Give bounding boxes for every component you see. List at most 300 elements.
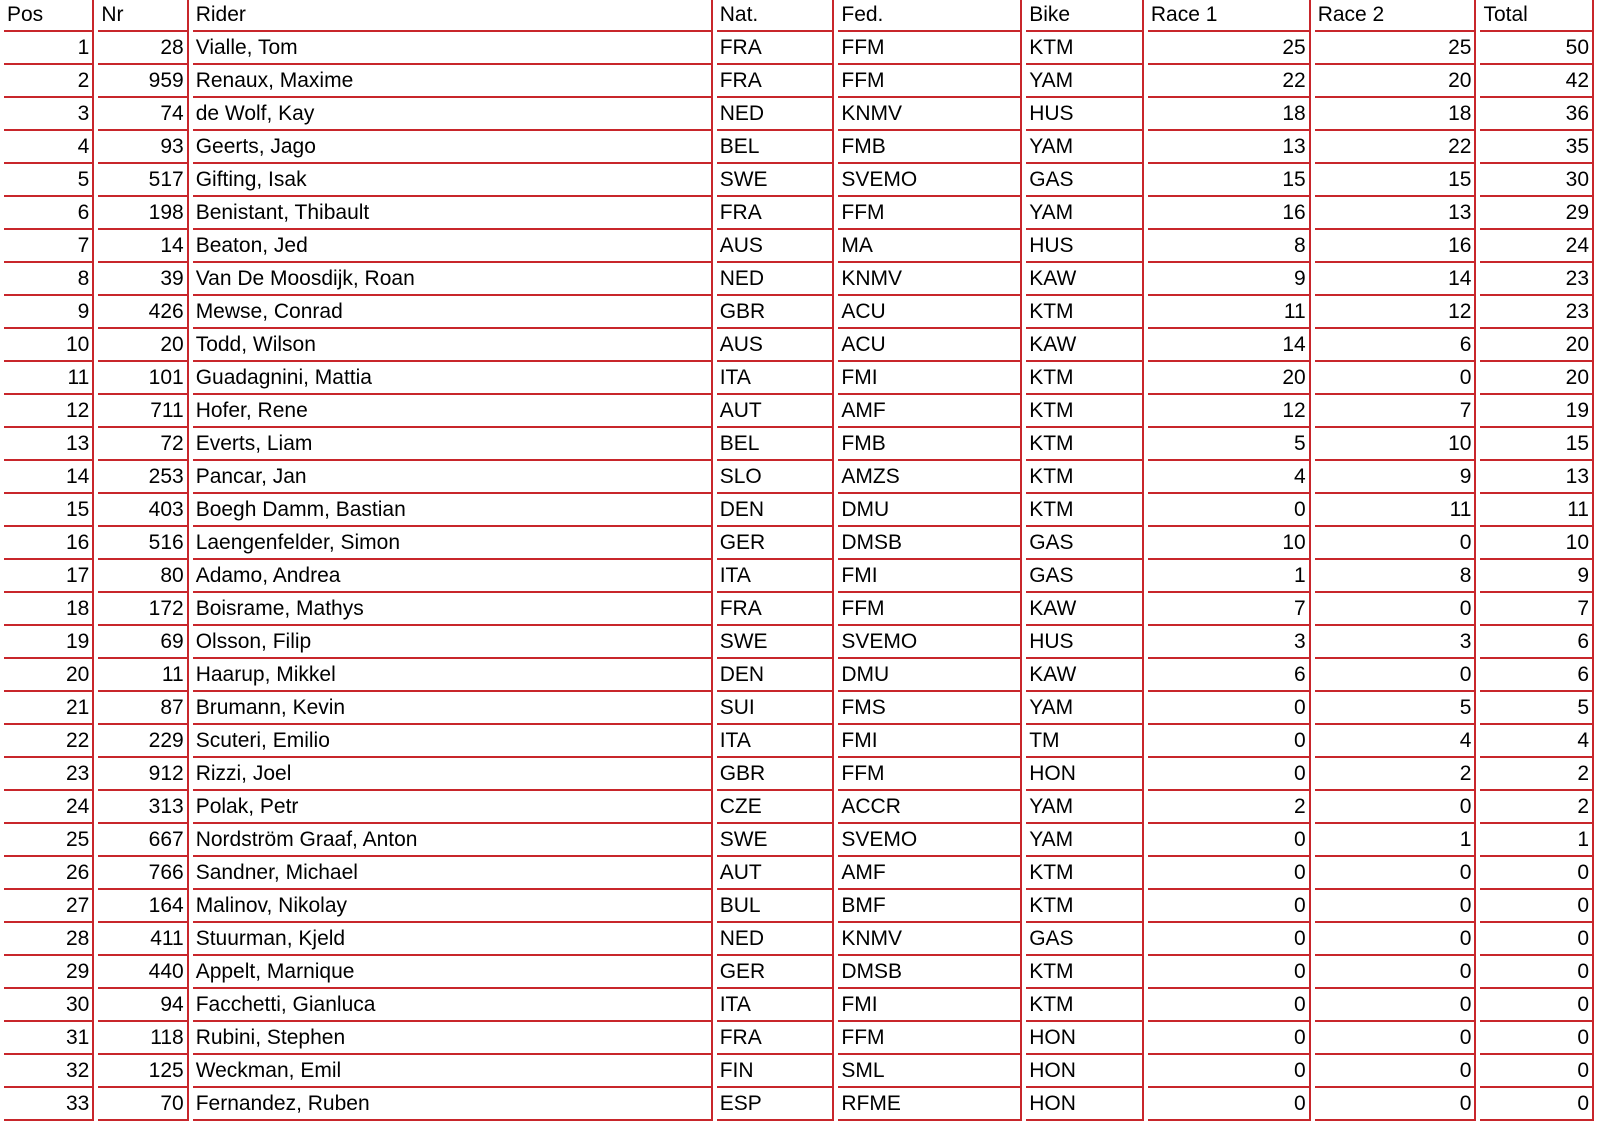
cell-nr: 711 bbox=[98, 395, 188, 428]
cell-fed: SML bbox=[838, 1055, 1022, 1088]
cell-race2: 2 bbox=[1315, 758, 1477, 791]
header-race1: Race 1 bbox=[1148, 0, 1311, 32]
cell-pos: 2 bbox=[4, 65, 94, 98]
cell-rider: Malinov, Nikolay bbox=[193, 890, 713, 923]
cell-fed: ACU bbox=[838, 329, 1022, 362]
cell-race1: 0 bbox=[1148, 956, 1311, 989]
cell-race1: 0 bbox=[1148, 824, 1311, 857]
cell-race2: 0 bbox=[1315, 923, 1477, 956]
cell-total: 10 bbox=[1480, 527, 1594, 560]
cell-pos: 17 bbox=[4, 560, 94, 593]
cell-race1: 0 bbox=[1148, 692, 1311, 725]
cell-race2: 0 bbox=[1315, 659, 1477, 692]
cell-bike: YAM bbox=[1026, 131, 1144, 164]
cell-race1: 15 bbox=[1148, 164, 1311, 197]
cell-nat: SWE bbox=[717, 164, 835, 197]
cell-rider: Mewse, Conrad bbox=[193, 296, 713, 329]
cell-nr: 517 bbox=[98, 164, 188, 197]
table-row bbox=[4, 461, 1594, 494]
cell-race1: 8 bbox=[1148, 230, 1311, 263]
cell-bike: KTM bbox=[1026, 461, 1144, 494]
cell-rider: Pancar, Jan bbox=[193, 461, 713, 494]
cell-rider: Weckman, Emil bbox=[193, 1055, 713, 1088]
cell-nr: 80 bbox=[98, 560, 188, 593]
cell-nat: NED bbox=[717, 98, 835, 131]
cell-pos: 16 bbox=[4, 527, 94, 560]
table-row bbox=[4, 98, 1594, 131]
cell-race1: 9 bbox=[1148, 263, 1311, 296]
cell-race2: 14 bbox=[1315, 263, 1477, 296]
cell-pos: 11 bbox=[4, 362, 94, 395]
cell-race2: 0 bbox=[1315, 593, 1477, 626]
cell-fed: FFM bbox=[838, 32, 1022, 65]
cell-race1: 5 bbox=[1148, 428, 1311, 461]
cell-bike: KTM bbox=[1026, 857, 1144, 890]
cell-fed: FFM bbox=[838, 1022, 1022, 1055]
cell-bike: YAM bbox=[1026, 791, 1144, 824]
header-bike: Bike bbox=[1026, 0, 1144, 32]
cell-fed: KNMV bbox=[838, 98, 1022, 131]
cell-bike: KAW bbox=[1026, 659, 1144, 692]
cell-race2: 22 bbox=[1315, 131, 1477, 164]
cell-total: 42 bbox=[1480, 65, 1594, 98]
cell-nat: AUT bbox=[717, 857, 835, 890]
cell-race1: 0 bbox=[1148, 725, 1311, 758]
cell-fed: SVEMO bbox=[838, 164, 1022, 197]
cell-total: 19 bbox=[1480, 395, 1594, 428]
cell-rider: Sandner, Michael bbox=[193, 857, 713, 890]
cell-nr: 74 bbox=[98, 98, 188, 131]
table-row bbox=[4, 857, 1594, 890]
cell-total: 0 bbox=[1480, 923, 1594, 956]
cell-pos: 28 bbox=[4, 923, 94, 956]
cell-rider: Beaton, Jed bbox=[193, 230, 713, 263]
cell-pos: 27 bbox=[4, 890, 94, 923]
table-row bbox=[4, 692, 1594, 725]
cell-fed: FMB bbox=[838, 131, 1022, 164]
cell-rider: Everts, Liam bbox=[193, 428, 713, 461]
table-row bbox=[4, 527, 1594, 560]
cell-bike: HON bbox=[1026, 1055, 1144, 1088]
cell-total: 0 bbox=[1480, 1055, 1594, 1088]
cell-race1: 10 bbox=[1148, 527, 1311, 560]
table-row bbox=[4, 395, 1594, 428]
cell-race2: 9 bbox=[1315, 461, 1477, 494]
cell-race1: 25 bbox=[1148, 32, 1311, 65]
table-row bbox=[4, 626, 1594, 659]
cell-pos: 4 bbox=[4, 131, 94, 164]
results-table-container bbox=[4, 0, 1594, 1121]
cell-rider: Appelt, Marnique bbox=[193, 956, 713, 989]
cell-total: 13 bbox=[1480, 461, 1594, 494]
cell-fed: FFM bbox=[838, 197, 1022, 230]
cell-pos: 21 bbox=[4, 692, 94, 725]
cell-total: 4 bbox=[1480, 725, 1594, 758]
table-row bbox=[4, 32, 1594, 65]
cell-nat: NED bbox=[717, 923, 835, 956]
cell-bike: HON bbox=[1026, 1088, 1144, 1121]
cell-total: 6 bbox=[1480, 626, 1594, 659]
cell-bike: GAS bbox=[1026, 164, 1144, 197]
cell-bike: YAM bbox=[1026, 65, 1144, 98]
cell-pos: 31 bbox=[4, 1022, 94, 1055]
cell-bike: HUS bbox=[1026, 230, 1144, 263]
table-row bbox=[4, 560, 1594, 593]
cell-race2: 6 bbox=[1315, 329, 1477, 362]
cell-total: 6 bbox=[1480, 659, 1594, 692]
cell-nr: 766 bbox=[98, 857, 188, 890]
cell-nat: BUL bbox=[717, 890, 835, 923]
header-pos: Pos bbox=[4, 0, 94, 32]
table-row bbox=[4, 791, 1594, 824]
cell-pos: 12 bbox=[4, 395, 94, 428]
cell-pos: 6 bbox=[4, 197, 94, 230]
cell-total: 20 bbox=[1480, 329, 1594, 362]
cell-nat: ESP bbox=[717, 1088, 835, 1121]
cell-nr: 403 bbox=[98, 494, 188, 527]
cell-nr: 253 bbox=[98, 461, 188, 494]
cell-race1: 0 bbox=[1148, 1088, 1311, 1121]
table-row bbox=[4, 824, 1594, 857]
cell-total: 11 bbox=[1480, 494, 1594, 527]
cell-total: 23 bbox=[1480, 296, 1594, 329]
cell-race2: 0 bbox=[1315, 1088, 1477, 1121]
cell-pos: 20 bbox=[4, 659, 94, 692]
cell-fed: BMF bbox=[838, 890, 1022, 923]
cell-race2: 0 bbox=[1315, 989, 1477, 1022]
cell-nat: BEL bbox=[717, 131, 835, 164]
cell-total: 0 bbox=[1480, 1022, 1594, 1055]
cell-pos: 24 bbox=[4, 791, 94, 824]
cell-nat: SWE bbox=[717, 626, 835, 659]
cell-race2: 0 bbox=[1315, 890, 1477, 923]
cell-fed: DMSB bbox=[838, 956, 1022, 989]
cell-total: 1 bbox=[1480, 824, 1594, 857]
cell-nr: 313 bbox=[98, 791, 188, 824]
cell-race1: 16 bbox=[1148, 197, 1311, 230]
table-row bbox=[4, 725, 1594, 758]
cell-rider: Facchetti, Gianluca bbox=[193, 989, 713, 1022]
cell-pos: 10 bbox=[4, 329, 94, 362]
cell-fed: FFM bbox=[838, 65, 1022, 98]
cell-total: 2 bbox=[1480, 758, 1594, 791]
cell-nat: AUS bbox=[717, 230, 835, 263]
cell-fed: DMU bbox=[838, 659, 1022, 692]
cell-nat: AUS bbox=[717, 329, 835, 362]
cell-total: 35 bbox=[1480, 131, 1594, 164]
cell-rider: Guadagnini, Mattia bbox=[193, 362, 713, 395]
cell-race1: 12 bbox=[1148, 395, 1311, 428]
cell-nr: 39 bbox=[98, 263, 188, 296]
table-row bbox=[4, 362, 1594, 395]
cell-bike: HON bbox=[1026, 1022, 1144, 1055]
cell-pos: 22 bbox=[4, 725, 94, 758]
table-row bbox=[4, 230, 1594, 263]
cell-nat: SWE bbox=[717, 824, 835, 857]
cell-race2: 20 bbox=[1315, 65, 1477, 98]
cell-total: 15 bbox=[1480, 428, 1594, 461]
cell-race1: 11 bbox=[1148, 296, 1311, 329]
cell-bike: YAM bbox=[1026, 692, 1144, 725]
cell-total: 23 bbox=[1480, 263, 1594, 296]
cell-fed: FFM bbox=[838, 758, 1022, 791]
cell-total: 7 bbox=[1480, 593, 1594, 626]
cell-total: 30 bbox=[1480, 164, 1594, 197]
cell-bike: KAW bbox=[1026, 593, 1144, 626]
cell-bike: KTM bbox=[1026, 956, 1144, 989]
cell-nat: GBR bbox=[717, 758, 835, 791]
cell-race2: 25 bbox=[1315, 32, 1477, 65]
cell-nat: SLO bbox=[717, 461, 835, 494]
cell-rider: Polak, Petr bbox=[193, 791, 713, 824]
cell-rider: Boegh Damm, Bastian bbox=[193, 494, 713, 527]
cell-rider: Todd, Wilson bbox=[193, 329, 713, 362]
cell-bike: KTM bbox=[1026, 989, 1144, 1022]
cell-race1: 0 bbox=[1148, 1022, 1311, 1055]
cell-bike: KTM bbox=[1026, 32, 1144, 65]
header-rider: Rider bbox=[193, 0, 713, 32]
cell-pos: 15 bbox=[4, 494, 94, 527]
cell-rider: Vialle, Tom bbox=[193, 32, 713, 65]
cell-nr: 959 bbox=[98, 65, 188, 98]
cell-race2: 4 bbox=[1315, 725, 1477, 758]
cell-bike: KAW bbox=[1026, 329, 1144, 362]
cell-pos: 5 bbox=[4, 164, 94, 197]
cell-nat: NED bbox=[717, 263, 835, 296]
cell-race1: 20 bbox=[1148, 362, 1311, 395]
header-total: Total bbox=[1480, 0, 1594, 32]
table-row bbox=[4, 593, 1594, 626]
cell-pos: 9 bbox=[4, 296, 94, 329]
cell-nat: GBR bbox=[717, 296, 835, 329]
cell-nr: 516 bbox=[98, 527, 188, 560]
cell-nr: 229 bbox=[98, 725, 188, 758]
cell-nat: FRA bbox=[717, 593, 835, 626]
table-row bbox=[4, 1055, 1594, 1088]
cell-total: 0 bbox=[1480, 989, 1594, 1022]
cell-total: 9 bbox=[1480, 560, 1594, 593]
cell-rider: Brumann, Kevin bbox=[193, 692, 713, 725]
cell-nat: AUT bbox=[717, 395, 835, 428]
cell-nat: FRA bbox=[717, 65, 835, 98]
cell-race1: 0 bbox=[1148, 1055, 1311, 1088]
cell-nr: 164 bbox=[98, 890, 188, 923]
cell-total: 24 bbox=[1480, 230, 1594, 263]
cell-fed: AMF bbox=[838, 857, 1022, 890]
cell-race1: 0 bbox=[1148, 989, 1311, 1022]
cell-total: 2 bbox=[1480, 791, 1594, 824]
cell-pos: 32 bbox=[4, 1055, 94, 1088]
cell-nr: 440 bbox=[98, 956, 188, 989]
cell-race2: 0 bbox=[1315, 527, 1477, 560]
cell-race2: 0 bbox=[1315, 1055, 1477, 1088]
header-race2: Race 2 bbox=[1315, 0, 1477, 32]
cell-bike: KTM bbox=[1026, 494, 1144, 527]
table-row bbox=[4, 758, 1594, 791]
cell-rider: Geerts, Jago bbox=[193, 131, 713, 164]
cell-nat: FRA bbox=[717, 197, 835, 230]
table-row bbox=[4, 329, 1594, 362]
cell-nat: ITA bbox=[717, 989, 835, 1022]
cell-race1: 6 bbox=[1148, 659, 1311, 692]
cell-nr: 94 bbox=[98, 989, 188, 1022]
cell-fed: ACU bbox=[838, 296, 1022, 329]
cell-race2: 0 bbox=[1315, 1022, 1477, 1055]
header-nr: Nr bbox=[98, 0, 188, 32]
table-row bbox=[4, 296, 1594, 329]
cell-pos: 29 bbox=[4, 956, 94, 989]
cell-nat: ITA bbox=[717, 362, 835, 395]
cell-bike: KTM bbox=[1026, 362, 1144, 395]
cell-rider: Renaux, Maxime bbox=[193, 65, 713, 98]
cell-pos: 3 bbox=[4, 98, 94, 131]
cell-total: 0 bbox=[1480, 1088, 1594, 1121]
header-row bbox=[4, 0, 1594, 32]
cell-pos: 26 bbox=[4, 857, 94, 890]
cell-race2: 10 bbox=[1315, 428, 1477, 461]
cell-nat: FIN bbox=[717, 1055, 835, 1088]
table-row bbox=[4, 1088, 1594, 1121]
cell-pos: 19 bbox=[4, 626, 94, 659]
cell-rider: Rubini, Stephen bbox=[193, 1022, 713, 1055]
cell-fed: FMI bbox=[838, 362, 1022, 395]
cell-rider: Haarup, Mikkel bbox=[193, 659, 713, 692]
cell-nr: 125 bbox=[98, 1055, 188, 1088]
cell-bike: HON bbox=[1026, 758, 1144, 791]
cell-fed: RFME bbox=[838, 1088, 1022, 1121]
cell-race2: 1 bbox=[1315, 824, 1477, 857]
table-row bbox=[4, 131, 1594, 164]
cell-fed: FMI bbox=[838, 989, 1022, 1022]
table-body bbox=[4, 32, 1594, 1121]
cell-race2: 0 bbox=[1315, 956, 1477, 989]
cell-rider: Van De Moosdijk, Roan bbox=[193, 263, 713, 296]
cell-nat: DEN bbox=[717, 659, 835, 692]
cell-race1: 4 bbox=[1148, 461, 1311, 494]
cell-fed: FMI bbox=[838, 560, 1022, 593]
cell-race2: 11 bbox=[1315, 494, 1477, 527]
cell-rider: de Wolf, Kay bbox=[193, 98, 713, 131]
cell-nr: 912 bbox=[98, 758, 188, 791]
cell-race2: 18 bbox=[1315, 98, 1477, 131]
cell-fed: DMU bbox=[838, 494, 1022, 527]
cell-fed: ACCR bbox=[838, 791, 1022, 824]
cell-nr: 72 bbox=[98, 428, 188, 461]
cell-race1: 14 bbox=[1148, 329, 1311, 362]
table-header bbox=[4, 0, 1594, 32]
cell-total: 0 bbox=[1480, 857, 1594, 890]
header-fed: Fed. bbox=[838, 0, 1022, 32]
cell-fed: AMF bbox=[838, 395, 1022, 428]
cell-race2: 0 bbox=[1315, 857, 1477, 890]
cell-nr: 172 bbox=[98, 593, 188, 626]
cell-nr: 118 bbox=[98, 1022, 188, 1055]
cell-nr: 28 bbox=[98, 32, 188, 65]
cell-nr: 426 bbox=[98, 296, 188, 329]
table-row bbox=[4, 428, 1594, 461]
cell-total: 0 bbox=[1480, 956, 1594, 989]
cell-race2: 3 bbox=[1315, 626, 1477, 659]
cell-pos: 25 bbox=[4, 824, 94, 857]
cell-nr: 20 bbox=[98, 329, 188, 362]
header-nat: Nat. bbox=[717, 0, 835, 32]
cell-race2: 0 bbox=[1315, 791, 1477, 824]
cell-race1: 0 bbox=[1148, 923, 1311, 956]
cell-pos: 30 bbox=[4, 989, 94, 1022]
cell-fed: SVEMO bbox=[838, 626, 1022, 659]
cell-nat: BEL bbox=[717, 428, 835, 461]
cell-total: 50 bbox=[1480, 32, 1594, 65]
cell-pos: 1 bbox=[4, 32, 94, 65]
cell-race2: 0 bbox=[1315, 362, 1477, 395]
cell-bike: KTM bbox=[1026, 428, 1144, 461]
cell-fed: AMZS bbox=[838, 461, 1022, 494]
cell-fed: KNMV bbox=[838, 263, 1022, 296]
cell-pos: 23 bbox=[4, 758, 94, 791]
table-row bbox=[4, 65, 1594, 98]
cell-pos: 13 bbox=[4, 428, 94, 461]
cell-fed: FFM bbox=[838, 593, 1022, 626]
cell-pos: 7 bbox=[4, 230, 94, 263]
cell-nr: 14 bbox=[98, 230, 188, 263]
cell-fed: FMI bbox=[838, 725, 1022, 758]
cell-race1: 2 bbox=[1148, 791, 1311, 824]
cell-nat: DEN bbox=[717, 494, 835, 527]
table-row bbox=[4, 956, 1594, 989]
cell-nr: 93 bbox=[98, 131, 188, 164]
cell-pos: 33 bbox=[4, 1088, 94, 1121]
cell-bike: KTM bbox=[1026, 296, 1144, 329]
cell-total: 36 bbox=[1480, 98, 1594, 131]
table-row bbox=[4, 197, 1594, 230]
cell-nat: ITA bbox=[717, 725, 835, 758]
cell-nat: FRA bbox=[717, 32, 835, 65]
cell-rider: Laengenfelder, Simon bbox=[193, 527, 713, 560]
cell-race1: 3 bbox=[1148, 626, 1311, 659]
cell-race1: 0 bbox=[1148, 494, 1311, 527]
cell-rider: Hofer, Rene bbox=[193, 395, 713, 428]
cell-race1: 0 bbox=[1148, 857, 1311, 890]
cell-nat: CZE bbox=[717, 791, 835, 824]
cell-nat: SUI bbox=[717, 692, 835, 725]
cell-race2: 16 bbox=[1315, 230, 1477, 263]
table-row bbox=[4, 164, 1594, 197]
cell-rider: Gifting, Isak bbox=[193, 164, 713, 197]
cell-fed: SVEMO bbox=[838, 824, 1022, 857]
cell-pos: 8 bbox=[4, 263, 94, 296]
cell-bike: KTM bbox=[1026, 395, 1144, 428]
table-row bbox=[4, 494, 1594, 527]
cell-bike: GAS bbox=[1026, 560, 1144, 593]
cell-total: 0 bbox=[1480, 890, 1594, 923]
cell-race2: 13 bbox=[1315, 197, 1477, 230]
cell-race2: 5 bbox=[1315, 692, 1477, 725]
cell-race1: 22 bbox=[1148, 65, 1311, 98]
cell-nr: 69 bbox=[98, 626, 188, 659]
cell-total: 29 bbox=[1480, 197, 1594, 230]
cell-race1: 0 bbox=[1148, 758, 1311, 791]
cell-race1: 1 bbox=[1148, 560, 1311, 593]
cell-bike: TM bbox=[1026, 725, 1144, 758]
cell-pos: 18 bbox=[4, 593, 94, 626]
cell-nat: FRA bbox=[717, 1022, 835, 1055]
cell-rider: Fernandez, Ruben bbox=[193, 1088, 713, 1121]
cell-race1: 7 bbox=[1148, 593, 1311, 626]
cell-fed: KNMV bbox=[838, 923, 1022, 956]
cell-race2: 15 bbox=[1315, 164, 1477, 197]
cell-fed: MA bbox=[838, 230, 1022, 263]
cell-rider: Benistant, Thibault bbox=[193, 197, 713, 230]
